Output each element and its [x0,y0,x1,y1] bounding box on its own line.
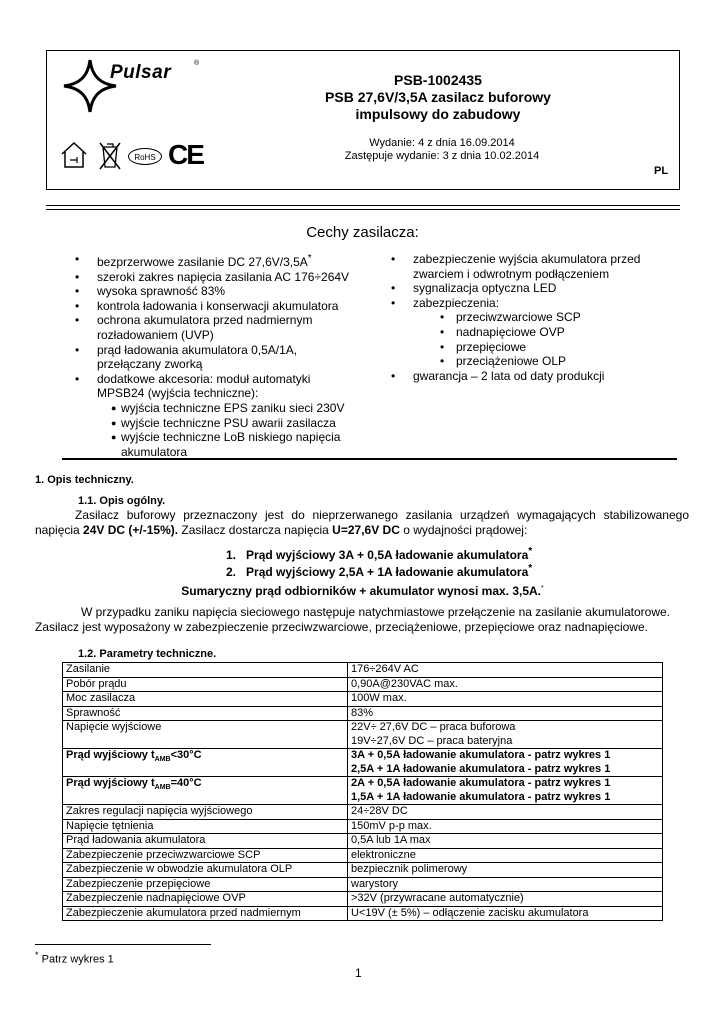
feature-subitem: • nadnapięciowe OVP [440,324,565,339]
param-value-cell: elektroniczne [348,848,663,863]
subsection-title: 1.1. Opis ogólny. [78,495,166,507]
table-row [63,677,663,692]
param-value-cell: 176÷264V AC [348,663,663,678]
param-name-cell: Zabezpieczenie przepięciowe [63,877,348,892]
table-row [63,892,663,907]
param-value-cell: 100W max. [348,692,663,707]
title-line-2: impulsowy do zabudowy [355,106,521,122]
param-name-cell: Napięcie tętnienia [63,819,348,834]
table-row [63,863,663,878]
param-name-cell: Prąd wyjściowy $t_{AMB}=40^\circ C$ [63,777,348,805]
footnote: * Patrz wykres 1 [35,950,114,966]
subsection-title: 1.2. Parametry techniczne. [78,648,217,660]
paragraph: Zasilacz buforowy przeznaczony jest do nieprzerwanego zasilania urządzeń wymagających stabilizowanego [75,508,689,522]
feature-subitem: • przeciwzwarciowe SCP [440,310,581,325]
model-code: PSB-1002435 [394,72,482,88]
param-value-cell: 0,90A@230VAC max. [348,677,663,692]
parameters-table [62,662,663,921]
param-value-cell: 83% [348,706,663,721]
title-line-1: PSB 27,6V/3,5A zasilacz buforowy [325,89,551,105]
param-name-cell: Zabezpieczenie nadnapięciowe OVP [63,892,348,907]
feature-item: • gwarancja – 2 lata od daty produkcji [391,368,605,383]
feature-item: • prąd ładowania akumulatora 0,5A/1A, przełączany zworką [75,342,298,372]
param-name-cell: Prąd ładowania akumulatora [63,834,348,849]
param-name-cell: Zasilanie [63,663,348,678]
table-row [63,906,663,921]
param-value-cell: 2A + 0,5A ładowanie akumulatora - patrz wykres 1 1,5A + 1A ładowanie akumulatora - patrz wykres 1 [348,777,663,805]
weee-bin-icon [98,141,122,171]
table-row [63,777,663,805]
list-item: 1. Prąd wyjściowy 3A + 0,5A ładowanie akumulatora* [226,546,533,562]
table-row [63,834,663,849]
feature-subitem: • przeciążeniowe OLP [440,354,567,369]
section-title: 1. Opis techniczny. [35,474,134,486]
table-row [63,749,663,777]
table-row [63,819,663,834]
feature-subitem: ● wyjścia techniczne EPS zaniku sieci 230V [111,400,345,415]
replaces-text: Zastępuje wydanie: 3 z dnia 10.02.2014 [344,150,540,162]
feature-item: • wysoka sprawność 83% [75,284,226,299]
feature-item: • dodatkowe akcesoria: moduł automatyki MPSB24 (wyjścia techniczne): [75,371,311,401]
param-name-cell: Zabezpieczenie w obwodzie akumulatora OLP [63,863,348,878]
paragraph: Zasilacz jest wyposażony w zabezpieczenie przeciwzwarciowe, przeciążeniowe, przepięciowe oraz nadnapięciowe. [35,620,648,634]
feature-item: • zabezpieczenia: [391,295,500,310]
footnote-divider [35,944,211,945]
param-name-cell: Zabezpieczenie przeciwzwarciowe SCP [63,848,348,863]
param-name-cell: Prąd wyjściowy $t_{AMB}<30^\circ C$ [63,749,348,777]
param-value-cell: >32V (przywracane automatycznie) [348,892,663,907]
paragraph: W przypadku zaniku napięcia sieciowego następuje natychmiastowe przełączenie na zasilanie akumulatorowe. [81,605,670,619]
table-row [63,692,663,707]
divider [46,209,680,210]
feature-item: • szeroki zakres napięcia zasilania AC 176÷264V [75,269,350,284]
feature-item: • zabezpieczenie wyjścia akumulatora przed zwarciem i odwrotnym podłączeniem [391,252,641,281]
param-value-cell: bezpiecznik polimerowy [348,863,663,878]
feature-item: • bezprzerwowe zasilanie DC 27,6V/3,5A* [75,252,312,269]
table-row [63,721,663,749]
table-row [63,663,663,678]
table-row [63,706,663,721]
feature-item: • sygnalizacja optyczna LED [391,281,557,296]
features-title: Cechy zasilacza: [306,224,419,241]
paragraph: napięcia 24V DC (+/-15%). Zasilacz dostarcza napięcia U=27,6V DC o wydajności prądowej: [35,523,528,537]
feature-subitem: • przepięciowe [440,339,527,354]
param-name-cell: Zabezpieczenie akumulatora przed nadmiernym [63,906,348,921]
param-name-cell: Sprawność [63,706,348,721]
feature-subitem: ● wyjście techniczne PSU awarii zasilacza [111,415,336,430]
features-right-column [391,252,683,383]
feature-item: • ochrona akumulatora przed nadmiernym rozładowaniem (UVP) [75,313,313,342]
language-label: PL [654,165,669,177]
table-row [63,848,663,863]
param-name-cell: Moc zasilacza [63,692,348,707]
divider [46,205,680,206]
param-value-cell: 3A + 0,5A ładowanie akumulatora - patrz wykres 1 2,5A + 1A ładowanie akumulatora - patrz wykres 1 [348,749,663,777]
param-name-cell: Zakres regulacji napięcia wyjściowego [63,805,348,820]
edition-text: Wydanie: 4 z dnia 16.09.2014 [369,137,515,149]
param-value-cell: 0,5A lub 1A max [348,834,663,849]
param-name-cell: Napięcie wyjściowe [63,721,348,749]
indoor-use-icon [59,140,89,170]
param-value-cell: warystory [348,877,663,892]
list-item: 2. Prąd wyjściowy 2,5A + 1A ładowanie akumulatora* [226,563,533,579]
logo-text: Pulsar [110,62,172,83]
table-row [63,805,663,820]
summary-line: Sumaryczny prąd odbiorników + akumulator wynosi max. 3,5A.* [181,584,544,598]
param-value-cell: U<19V (± 5%) – odłączenie zacisku akumulatora [348,906,663,921]
logo-registered-mark: ® [194,60,200,67]
param-value-cell: 150mV p-p max. [348,819,663,834]
features-left-column [75,252,377,459]
table-row [63,877,663,892]
page-number: 1 [355,966,362,980]
rohs-badge: RoHS [128,148,162,165]
feature-item: • kontrola ładowania i konserwacji akumulatora [75,298,339,313]
param-value-cell: 24÷28V DC [348,805,663,820]
param-value-cell: 22V÷ 27,6V DC – praca buforowa 19V÷27,6V DC – praca bateryjna [348,721,663,749]
divider [62,458,677,460]
param-name-cell: Pobór prądu [63,677,348,692]
feature-subitem: ● wyjście techniczne LoB niskiego napięcia akumulatora [111,430,341,459]
ce-mark: CE [168,139,203,170]
